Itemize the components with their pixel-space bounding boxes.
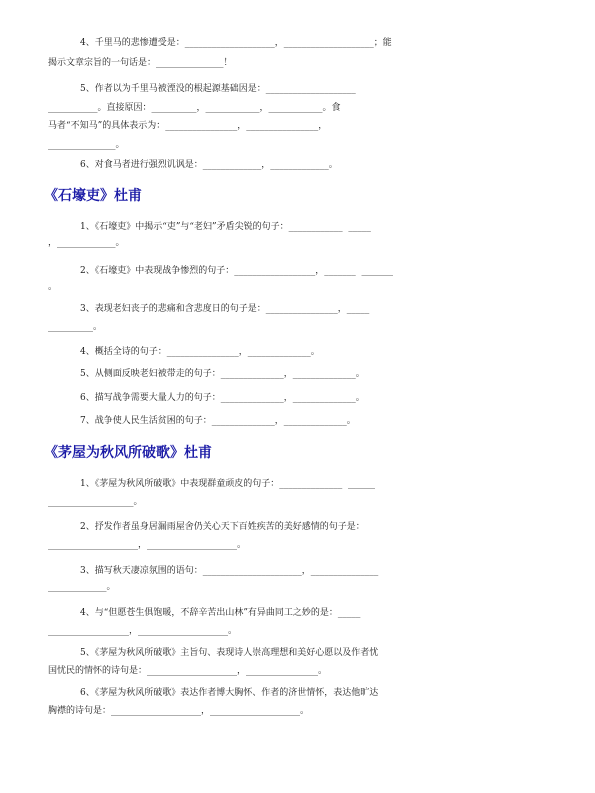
question-line: _______________。 bbox=[48, 140, 125, 150]
question-line: 5、作者以为千里马被湮没的根起源基础因是：____________________ bbox=[80, 84, 356, 94]
question-line: 2、《石壕吏》中表现战争惨烈的句子：__________________，_______ _______ bbox=[80, 266, 393, 276]
section-heading: 《石壕吏》杜甫 bbox=[44, 188, 142, 204]
question-line: 6、描写战争需要大量人力的句子：______________，______________。 bbox=[80, 393, 365, 403]
question-line: 马者“不知马”的具体表示为：________________，________________， bbox=[48, 121, 328, 131]
question-line: 6、《茅屋为秋风所破歌》表达作者博大胸怀、作者的济世情怀，表达他旷达 bbox=[80, 688, 379, 698]
question-line: 3、表现老妇丧子的悲痛和含悲度日的句子是：________________，_____ bbox=[80, 304, 370, 314]
question-line: ___________________。 bbox=[48, 497, 143, 507]
question-line: 揭示文章宗旨的一句话是：_______________！ bbox=[48, 58, 233, 68]
question-line: 4、与“但愿苍生俱饱暖，不辞辛苦出山林”有异曲同工之妙的是：_____ bbox=[80, 608, 361, 618]
question-line: __________________，____________________。 bbox=[48, 626, 238, 636]
section-heading: 《茅屋为秋风所破歌》杜甫 bbox=[44, 445, 212, 461]
question-line: 6、对食马者进行强烈讥讽是：_____________，_____________。 bbox=[80, 160, 338, 170]
question-line: __________。 bbox=[48, 322, 103, 332]
question-line: ，_____________。 bbox=[48, 238, 125, 248]
question-line: 国忧民的情怀的诗句是：____________________，________________。 bbox=[48, 666, 328, 676]
question-line: 7、战争使人民生活贫困的句子：______________，______________。 bbox=[80, 416, 356, 426]
question-line: 胸襟的诗句是：____________________，____________________。 bbox=[48, 706, 310, 716]
question-line: 5、从侧面反映老妇被带走的句子：______________，______________。 bbox=[80, 369, 365, 379]
question-line: 4、概括全诗的句子：________________，______________。 bbox=[80, 347, 320, 357]
question-line: 3、描写秋天凄凉氛围的语句：______________________，_______________ bbox=[80, 566, 379, 576]
question-line: ___________。直接原因：__________，____________，____________。食 bbox=[48, 103, 341, 113]
question-line: ____________________，____________________。 bbox=[48, 540, 247, 550]
question-line: 2、抒发作者虽身居漏雨屋舍仍关心天下百姓疾苦的美好感情的句子是： bbox=[80, 522, 365, 532]
question-line: 。 bbox=[48, 282, 58, 292]
question-line: 1、《石壕吏》中揭示“吏”与“老妇”矛盾尖锐的句子：____________ _____ bbox=[80, 222, 371, 232]
question-line: 5、《茅屋为秋风所破歌》主旨句、表现诗人崇高理想和美好心愿以及作者忧 bbox=[80, 648, 379, 658]
question-line: _____________。 bbox=[48, 582, 116, 592]
question-line: 4、千里马的悲惨遭受是：____________________，____________________；能 bbox=[80, 38, 392, 48]
question-line: 1、《茅屋为秋风所破歌》中表现群童顽皮的句子：______________ ______ bbox=[80, 479, 375, 489]
